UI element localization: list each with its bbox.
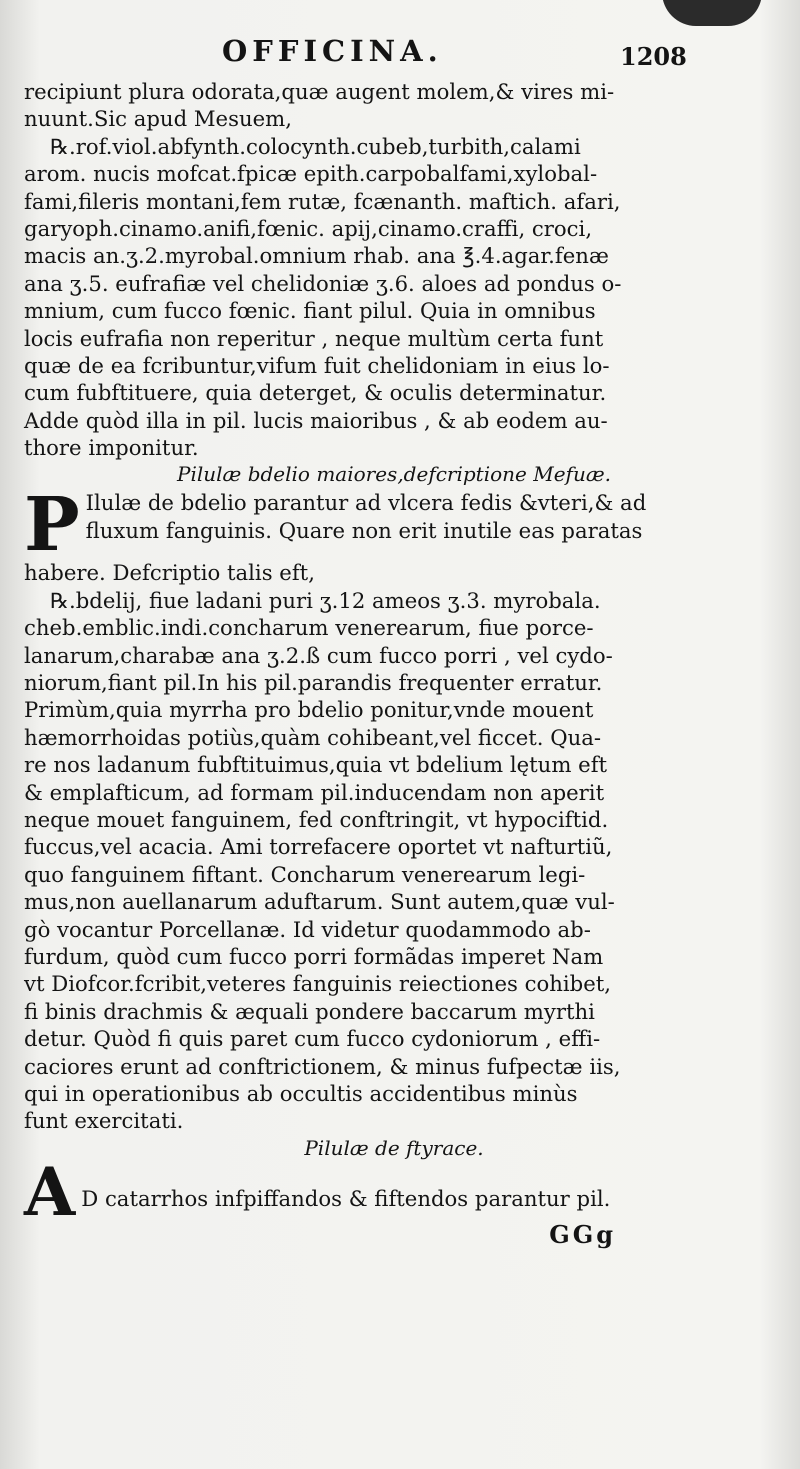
page-text	[24, 78, 724, 1251]
paragraph	[24, 1152, 724, 1231]
running-head	[0, 30, 800, 76]
text-line: niorum,fiant pil.In his pil.parandis frequenter erratur.	[24, 670, 603, 696]
text-line: mnium, cum fucco fœnic. fiant pilul. Quia in omnibus	[24, 298, 596, 324]
ink-blot	[662, 0, 762, 26]
text-line: detur. Quòd fi quis paret cum fucco cydoniorum , effi-	[24, 1026, 601, 1052]
text-line: funt exercitati.	[24, 1108, 184, 1134]
text-line: fluxum fanguinis. Quare non erit inutile eas paratas	[85, 517, 643, 543]
catchword: GGg	[549, 1219, 616, 1249]
paragraph	[24, 482, 724, 569]
text-line: cum fubftituere, quia deterget, & oculis determinatur.	[24, 380, 607, 406]
text-line: recipiunt plura odorata,quæ augent molem,& vires mi-	[24, 79, 615, 104]
text-line: ℞.rof.viol.abfynth.colocynth.cubeb,turbith,calami	[50, 133, 581, 159]
text-line: vt Diofcor.fcribit,veteres fanguinis reiectiones cohibet,	[24, 971, 611, 997]
text-line: mus,non auellanarum aduftarum. Sunt autem,quæ vul-	[24, 889, 615, 915]
text-line: cheb.emblic.indi.concharum venerearum, fiue porce-	[24, 615, 594, 641]
section-heading: Pilulæ de ftyrace.	[304, 1135, 484, 1160]
text-line: & emplafticum, ad formam pil.inducendam non aperit	[24, 779, 605, 805]
text-line: ℞.bdelij, fiue ladani puri ʒ.12 ameos ʒ.3. myrobala.	[50, 587, 601, 613]
section-heading: Pilulæ bdelio maiores,defcriptione Mefuæ.	[177, 462, 611, 487]
text-line: ana ʒ.5. eufrafiæ vel chelidoniæ ʒ.6. aloes ad pondus o-	[24, 270, 622, 296]
text-line: nuunt.Sic apud Mesuem,	[24, 106, 292, 132]
text-line: thore imponitur.	[24, 435, 199, 461]
text-line: garyoph.cinamo.anifi,fœnic. apij,cinamo.craffi, croci,	[24, 215, 593, 241]
page-number: 1208	[620, 42, 687, 71]
text-line: fuccus,vel acacia. Ami torrefacere oportet vt nafturtiũ,	[24, 834, 613, 860]
text-line: Ilulæ de bdelio parantur ad vlcera fedis &vteri,& ad	[85, 490, 647, 516]
text-line: qui in operationibus ab occultis accidentibus minùs	[24, 1080, 578, 1106]
text-line: lanarum,charabæ ana ʒ.2.ß cum fucco porri , vel cydo-	[24, 642, 613, 668]
text-line: D catarrhos infpiffandos & fiftendos parantur pil.	[81, 1185, 611, 1211]
text-line: Primùm,quia myrrha pro bdelio ponitur,vnde mouent	[24, 697, 594, 723]
text-line: neque mouet fanguinem, fed conftringit, vt hypociftid.	[24, 806, 609, 832]
text-line: locis eufrafia non reperitur , neque multùm certa funt	[24, 325, 604, 351]
text-line: quo fanguinem fiftant. Concharum venerearum legi-	[24, 861, 586, 887]
text-line: caciores erunt ad conftrictionem, & minus fufpectæ iis,	[24, 1053, 621, 1079]
drop-cap: A	[24, 1152, 76, 1231]
text-line: fami,fileris montani,fem rutæ, fcænanth. maftich. afari,	[24, 188, 621, 214]
text-line: gò vocantur Porcellanæ. Id videtur quodammodo ab-	[24, 916, 591, 942]
page-title: OFFICINA.	[222, 34, 443, 68]
text-line: furdum, quòd cum fucco porri formãdas imperet Nam	[24, 943, 604, 969]
text-line: habere. Defcriptio talis eft,	[24, 560, 315, 586]
drop-cap: P	[24, 482, 80, 569]
text-line: hæmorrhoidas potiùs,quàm cohibeant,vel ficcet. Qua-	[24, 724, 602, 750]
text-line: quæ de ea fcribuntur,vifum fuit chelidoniam in eius lo-	[24, 352, 610, 378]
text-line: arom. nucis mofcat.fpicæ epith.carpobalfami,xylobal-	[24, 161, 598, 187]
text-line: Adde quòd illa in pil. lucis maioribus , & ab eodem au-	[24, 407, 608, 433]
text-line: macis an.ʒ.2.myrobal.omnium rhab. ana ℥.4.agar.fenæ	[24, 243, 609, 269]
text-line: re nos ladanum fubftituimus,quia vt bdelium lętum eft	[24, 752, 608, 778]
text-line: fi binis drachmis & æquali pondere baccarum myrthi	[24, 998, 595, 1024]
